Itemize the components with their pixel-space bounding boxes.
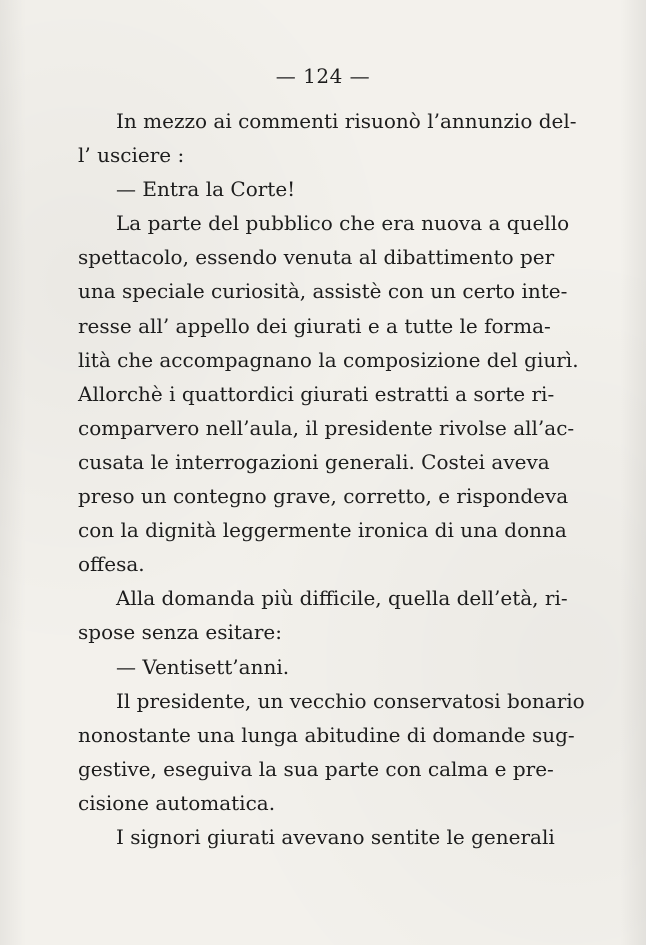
- text-line: Il presidente, un vecchio conservatosi bonario: [116, 688, 585, 713]
- text-line: cisione automatica.: [78, 790, 276, 815]
- text-line: Alla domanda più difficile, quella dell’età, ri-: [116, 586, 568, 611]
- text-line: gestive, eseguiva la sua parte con calma e pre-: [78, 756, 554, 781]
- text-line: In mezzo ai commenti risuonò l’annunzio del-: [116, 109, 577, 133]
- page-number: — 124 —: [275, 64, 371, 88]
- text-line: I signori giurati avevano sentite le generali: [116, 824, 555, 849]
- text-line: — Entra la Corte!: [116, 177, 296, 202]
- body-text: [78, 104, 585, 854]
- text-line: lità che accompagnano la composizione del giurì.: [78, 347, 579, 372]
- text-line: spettacolo, essendo venuta al dibattimento per: [78, 245, 555, 270]
- text-line: offesa.: [78, 552, 145, 577]
- text-line: cusata le interrogazioni generali. Costei aveva: [78, 449, 550, 474]
- text-line: con la dignità leggermente ironica di una donna: [78, 518, 567, 543]
- text-line: Allorchè i quattordici giurati estratti a sorte ri-: [78, 381, 555, 406]
- text-line: preso un contegno grave, corretto, e rispondeva: [78, 484, 569, 509]
- text-line: resse all’ appello dei giurati e a tutte le forma-: [78, 313, 551, 338]
- text-line: l’ usciere :: [78, 143, 185, 168]
- text-line: comparvero nell’aula, il presidente rivolse all’ac-: [78, 415, 575, 440]
- text-line: spose senza esitare:: [78, 620, 282, 645]
- text-line: nonostante una lunga abitudine di domande sug-: [78, 722, 575, 747]
- text-line: La parte del pubblico che era nuova a quello: [116, 211, 570, 236]
- text-line: una speciale curiosità, assistè con un certo inte-: [78, 279, 568, 304]
- text-line: — Ventisett’anni.: [116, 654, 290, 679]
